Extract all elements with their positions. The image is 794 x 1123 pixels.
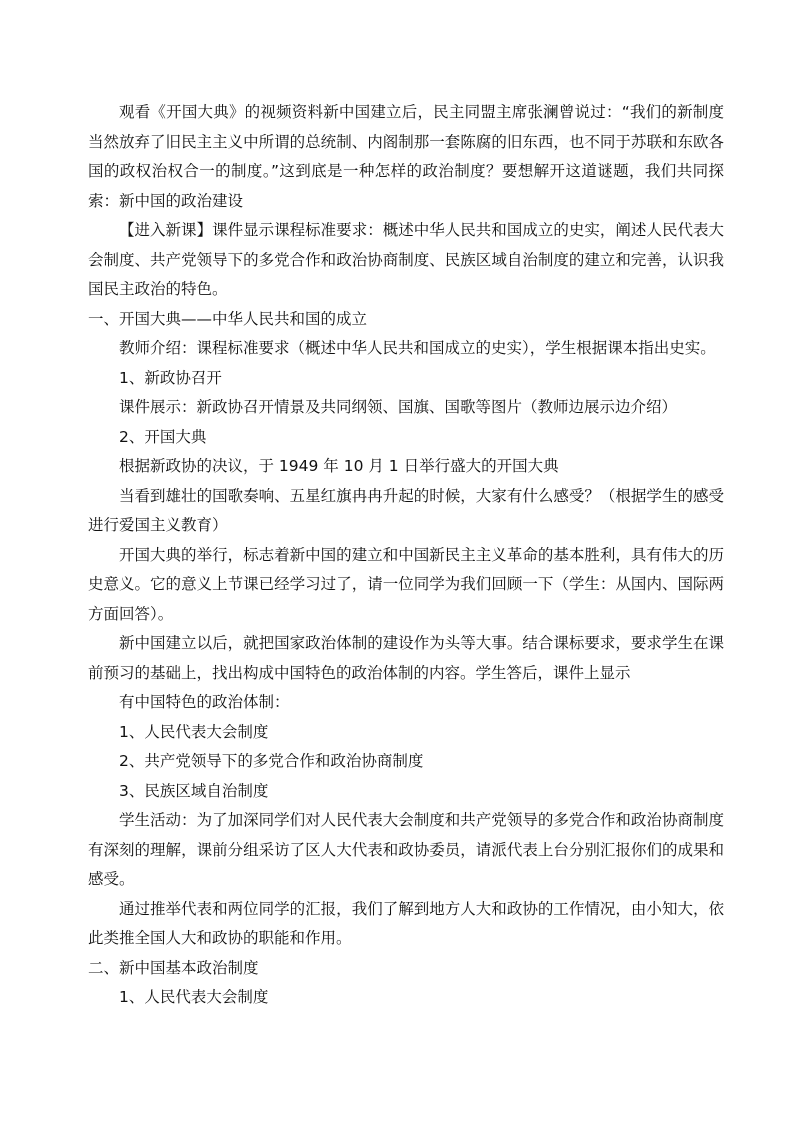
paragraph-student-activity: 学生活动：为了加深同学们对人民代表大会制度和共产党领导的多党合作和政治协商制度有深刻的理解，课前分组采访了区人大代表和政协委员，请派代表上台分别汇报你们的成果和感受。 xyxy=(88,811,724,888)
subheading-new-cppcc: 1、新政协召开 xyxy=(119,368,222,387)
paragraph-intro: 观看《开国大典》的视频资料新中国建立后，民主同盟主席张澜曾说过：“我们的新制度当然放弃了旧民主主义中所谓的总统制、内阁制那一套陈腐的旧东西，也不同于苏联和东欧各国的政权治权合一的制度。”这到底是一种怎样的政治制度？要想解开这道谜题，我们共同探索：新中国的政治建设 xyxy=(88,103,724,210)
list-item-1: 1、人民代表大会制度 xyxy=(119,722,269,741)
document-body xyxy=(88,98,724,1013)
subheading-npc-system: 1、人民代表大会制度 xyxy=(119,988,269,1006)
paragraph-courseware-display: 课件展示：新政协召开情景及共同纲领、国旗、国歌等图片（教师边展示边介绍） xyxy=(119,398,678,416)
paragraph-resolution: 根据新政协的决议，于 1949 年 10 月 1 日举行盛大的开国大典 xyxy=(119,457,559,475)
section-heading-2: 二、新中国基本政治制度 xyxy=(88,958,259,977)
paragraph-significance: 开国大典的举行，标志着新中国的建立和中国新民主主义革命的基本胜利，具有伟大的历史意义。它的意义上节课已经学习过了，请一位同学为我们回顾一下（学生：从国内、国际两方面回答）。 xyxy=(88,545,724,623)
paragraph-anthem-feelings: 当看到雄壮的国歌奏响、五星红旗冉冉升起的时候，大家有什么感受？（根据学生的感受进行爱国主义教育） xyxy=(88,486,724,534)
list-item-3: 3、民族区域自治制度 xyxy=(119,781,269,800)
paragraph-teacher-intro: 教师介绍：课程标准要求（概述中华人民共和国成立的史实），学生根据课本指出史实。 xyxy=(119,339,716,357)
subheading-founding-ceremony: 2、开国大典 xyxy=(119,427,207,446)
paragraph-report-summary: 通过推举代表和两位同学的汇报，我们了解到地方人大和政协的工作情况，由小知大，依此类推全国人大和政协的职能和作用。 xyxy=(88,899,724,947)
section-heading-1: 一、开国大典——中华人民共和国的成立 xyxy=(88,309,368,328)
paragraph-system-list-title: 有中国特色的政治体制： xyxy=(119,693,290,711)
paragraph-new-lesson: 【进入新课】课件显示课程标准要求：概述中华人民共和国成立的史实，阐述人民代表大会制度、共产党领导下的多党合作和政治协商制度、民族区域自治制度的建立和完善，认识我国民主政治的特色。 xyxy=(88,221,724,298)
list-item-2: 2、共产党领导下的多党合作和政治协商制度 xyxy=(119,752,424,770)
paragraph-political-system: 新中国建立以后，就把国家政治体制的建设作为头等大事。结合课标要求，要求学生在课前预习的基础上，找出构成中国特色的政治体制的内容。学生答后，课件上显示 xyxy=(88,634,724,682)
